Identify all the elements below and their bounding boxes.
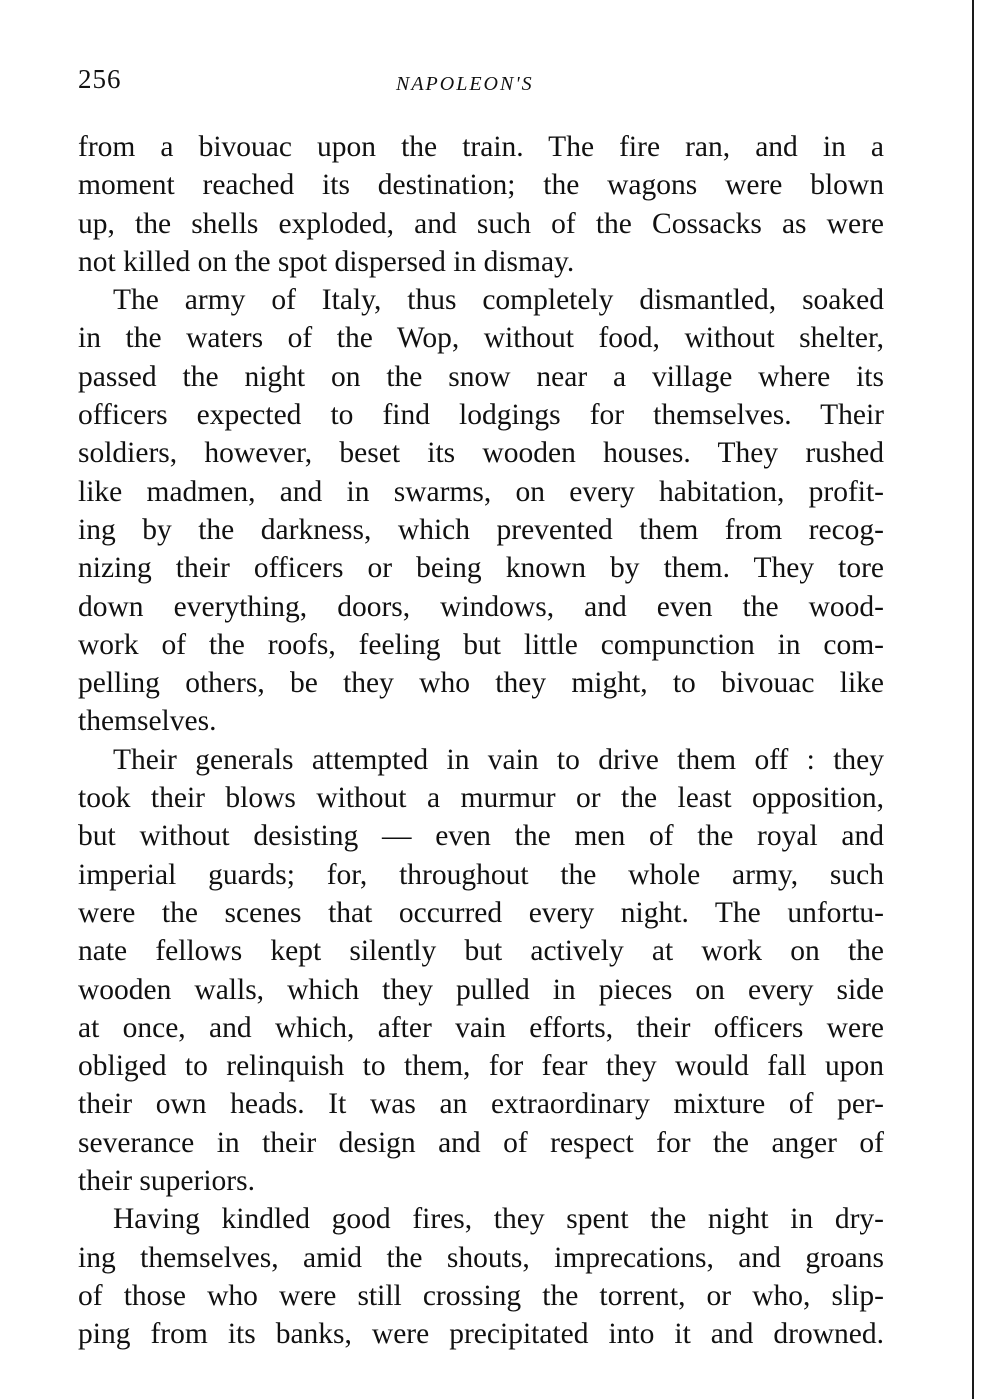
text-line: nizing their officers or being known by them. They tore [78,552,884,585]
running-head [78,64,884,104]
text-line: severance in their design and of respect for the anger of [78,1126,884,1159]
running-title: NAPOLEON'S [396,73,534,95]
text-line: at once, and which, after vain efforts, their officers were [78,1011,884,1044]
text-line: down everything, doors, windows, and even the wood- [78,590,884,623]
text-line: The army of Italy, thus completely dismantled, soaked [113,284,884,317]
text-line: imperial guards; for, throughout the whole army, such [78,858,884,891]
body-text [78,128,884,1354]
text-line: passed the night on the snow near a village where its [78,360,884,393]
text-line: wooden walls, which they pulled in pieces on every side [78,973,884,1006]
text-line: soldiers, however, beset its wooden houses. They rushed [78,437,884,470]
text-line: ing by the darkness, which prevented them from recog- [78,513,884,546]
text-line: Having kindled good fires, they spent the night in dry- [113,1203,884,1236]
text-line: were the scenes that occurred every night. The unfortu- [78,896,884,929]
text-line: their own heads. It was an extraordinary mixture of per- [78,1088,884,1121]
text-line: up, the shells exploded, and such of the Cossacks as were [78,207,884,240]
text-line: obliged to relinquish to them, for fear they would fall upon [78,1050,884,1083]
text-line: Their generals attempted in vain to drive them off : they [113,743,884,776]
text-line: in the waters of the Wop, without food, without shelter, [78,322,884,355]
text-line: not killed on the spot dispersed in dismay. [78,245,575,278]
text-line: moment reached its destination; the wagons were blown [78,169,884,202]
text-line: from a bivouac upon the train. The fire ran, and in a [78,131,884,163]
page-number: 256 [78,64,122,94]
text-line: but without desisting — even the men of the royal and [78,820,884,853]
text-line: like madmen, and in swarms, on every habitation, profit- [78,475,884,508]
text-line: their superiors. [78,1165,255,1198]
text-line: nate fellows kept silently but actively at work on the [78,935,884,968]
text-line: ing themselves, amid the shouts, imprecations, and groans [78,1241,884,1274]
page-edge-line [972,0,974,1399]
text-line: pelling others, be they who they might, to bivouac like [78,667,884,700]
text-line: themselves. [78,705,217,738]
text-line: of those who were still crossing the torrent, or who, slip- [78,1279,884,1312]
text-line: took their blows without a murmur or the least opposition, [78,782,884,815]
text-line: ping from its banks, were precipitated into it and drowned. [78,1318,884,1351]
text-line: officers expected to find lodgings for themselves. Their [78,399,884,432]
text-line: work of the roofs, feeling but little compunction in com- [78,628,884,661]
